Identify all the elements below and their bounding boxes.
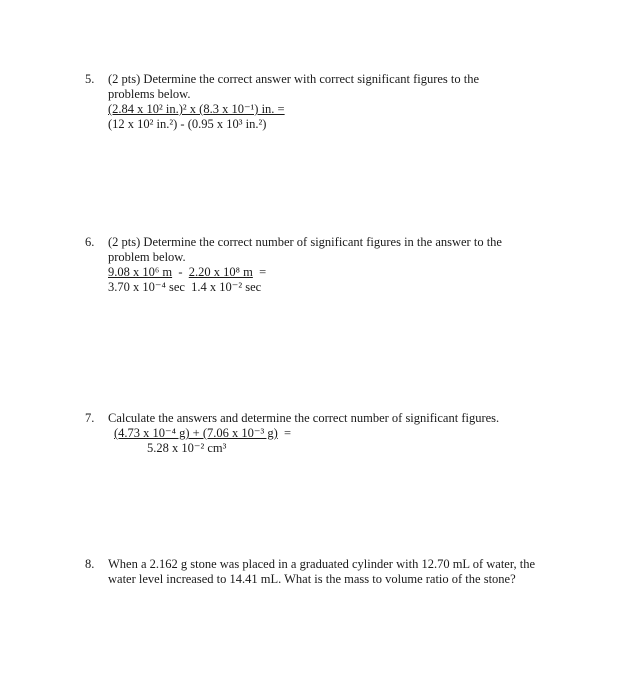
question-number: 6.	[85, 235, 95, 249]
question-8	[85, 557, 555, 587]
expression-numerator-b: 2.20 x 10⁸ m	[188, 265, 253, 279]
expression-equals: =	[284, 426, 292, 440]
question-body	[108, 411, 555, 456]
question-text-line: (2 pts) Determine the correct number of significant figures in the answer to the	[108, 235, 502, 249]
question-6	[85, 235, 555, 295]
question-body	[108, 235, 555, 295]
expression-denominator-a: 3.70 x 10⁻⁴ sec	[108, 280, 185, 294]
question-body	[108, 557, 555, 587]
expression-denominator: 5.28 x 10⁻² cm³	[147, 441, 227, 455]
expression-numerator-row	[114, 426, 555, 441]
expression-numerator-a: 9.08 x 10⁶ m	[108, 265, 173, 279]
expression-numerator-row	[108, 265, 555, 280]
question-5	[85, 72, 555, 132]
question-text-line: water level increased to 14.41 mL. What is the mass to volume ratio of the stone?	[108, 572, 516, 586]
expression-numerator: (2.84 x 10² in.)² x (8.3 x 10⁻¹) in. =	[108, 102, 285, 116]
question-text-line: (2 pts) Determine the correct answer with correct significant figures to the	[108, 72, 480, 86]
question-text-line: When a 2.162 g stone was placed in a graduated cylinder with 12.70 mL of water, the	[108, 557, 536, 571]
question-text-line: Calculate the answers and determine the correct number of significant figures.	[108, 411, 500, 425]
question-number: 8.	[85, 557, 95, 571]
question-number: 7.	[85, 411, 95, 425]
expression-denominator-b: 1.4 x 10⁻² sec	[191, 280, 262, 294]
expression-denominator: (12 x 10² in.²) - (0.95 x 10³ in.²)	[108, 117, 267, 131]
question-7	[85, 411, 555, 456]
question-number: 5.	[85, 72, 95, 86]
expression-denominator-row	[108, 280, 555, 295]
question-text-line: problems below.	[108, 87, 191, 101]
question-text-line: problem below.	[108, 250, 186, 264]
question-body	[108, 72, 555, 132]
expression-numerator: (4.73 x 10⁻⁴ g) + (7.06 x 10⁻³ g)	[114, 426, 278, 440]
expression-operator: -	[178, 265, 183, 279]
expression-equals: =	[259, 265, 267, 279]
